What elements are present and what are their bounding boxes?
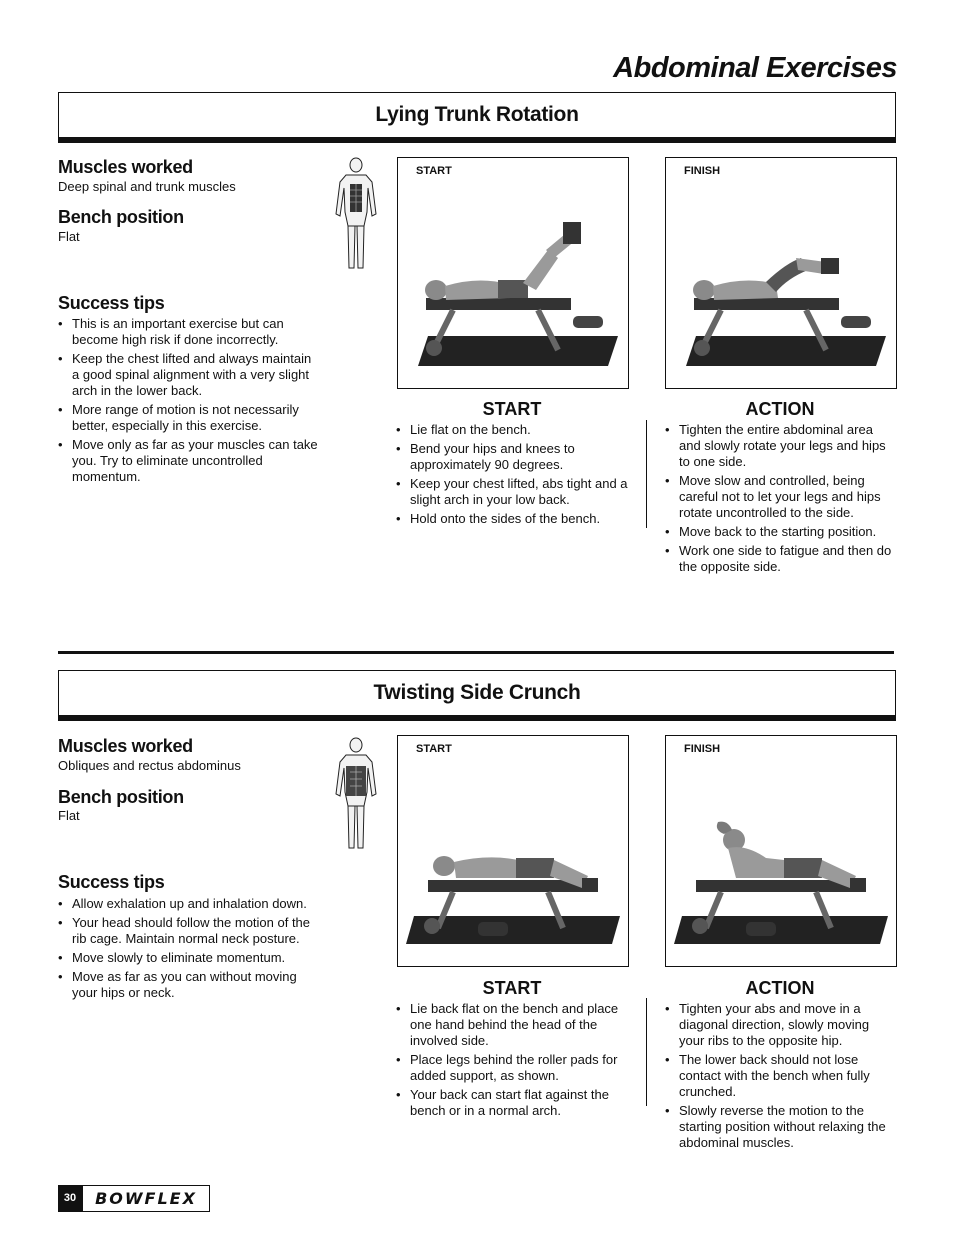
bench-text: Flat xyxy=(58,229,80,244)
step-item: • The lower back should not lose contact with the bench when fully crunched. xyxy=(665,1052,897,1100)
page-number: 30 xyxy=(58,1185,82,1212)
tips-heading: Success tips xyxy=(58,872,165,892)
section-divider xyxy=(58,651,894,654)
tips-list xyxy=(58,316,320,488)
muscles-heading: Muscles worked xyxy=(58,157,193,177)
step-item: • Bend your hips and knees to approximately 90 degrees. xyxy=(396,441,632,473)
step-item: • Tighten your abs and move in a diagonal direction, slowly moving your ribs to the opposite hip. xyxy=(665,1001,897,1049)
action-heading: ACTION xyxy=(745,399,815,419)
brand-logo: BOWFLEX xyxy=(82,1185,210,1212)
step-item: • Move back to the starting position. xyxy=(665,524,897,540)
finish-photo xyxy=(665,735,897,967)
tip-item: • Keep the chest lifted and always maintain a good spinal alignment with a very slight arch in the lower back. xyxy=(58,351,320,399)
step-item: • Lie flat on the bench. xyxy=(396,422,632,438)
muscles-text: Deep spinal and trunk muscles xyxy=(58,179,236,194)
step-item: • Slowly reverse the motion to the starting position without relaxing the abdominal muscles. xyxy=(665,1103,897,1151)
column-divider xyxy=(646,420,647,528)
step-item: • Your back can start flat against the bench or in a normal arch. xyxy=(396,1087,632,1119)
action-heading: ACTION xyxy=(745,978,815,998)
step-item: • Work one side to fatigue and then do the opposite side. xyxy=(665,543,897,575)
start-steps xyxy=(396,1001,632,1122)
step-item: • Keep your chest lifted, abs tight and a slight arch in your low back. xyxy=(396,476,632,508)
tip-item: • Your head should follow the motion of the rib cage. Maintain normal neck posture. xyxy=(58,915,320,947)
page-title: Abdominal Exercises xyxy=(613,52,897,84)
tips-heading: Success tips xyxy=(58,293,165,313)
tip-item: • Move only as far as your muscles can take you. Try to eliminate uncontrolled momentum. xyxy=(58,437,320,485)
tips-list xyxy=(58,896,320,1004)
exercise-title: Lying Trunk Rotation xyxy=(375,103,579,126)
tip-item: • Move slowly to eliminate momentum. xyxy=(58,950,320,966)
anatomy-figure xyxy=(328,156,384,271)
step-item: • Tighten the entire abdominal area and slowly rotate your legs and hips to one side. xyxy=(665,422,897,470)
muscles-heading: Muscles worked xyxy=(58,736,193,756)
muscles-text: Obliques and rectus abdominus xyxy=(58,758,241,773)
photo-label-finish: FINISH xyxy=(684,165,721,177)
tip-item: • Allow exhalation up and inhalation down. xyxy=(58,896,320,912)
finish-photo xyxy=(665,157,897,389)
photo-label-start: START xyxy=(416,743,452,755)
start-photo xyxy=(397,735,629,967)
exercise-banner xyxy=(58,92,896,143)
step-item: • Place legs behind the roller pads for added support, as shown. xyxy=(396,1052,632,1084)
bench-text: Flat xyxy=(58,808,80,823)
exercise-banner xyxy=(58,670,896,721)
photo-label-finish: FINISH xyxy=(684,743,721,755)
exercise-title: Twisting Side Crunch xyxy=(373,681,581,704)
step-item: • Hold onto the sides of the bench. xyxy=(396,511,632,527)
bench-heading: Bench position xyxy=(58,787,184,807)
start-photo xyxy=(397,157,629,389)
step-item: • Move slow and controlled, being careful not to let your legs and hips rotate uncontrolled to the side. xyxy=(665,473,897,521)
photo-label-start: START xyxy=(416,165,452,177)
step-item: • Lie back flat on the bench and place one hand behind the head of the involved side. xyxy=(396,1001,632,1049)
tip-item: • This is an important exercise but can become high risk if done incorrectly. xyxy=(58,316,320,348)
tip-item: • More range of motion is not necessarily better, especially in this exercise. xyxy=(58,402,320,434)
action-steps xyxy=(665,422,897,578)
column-divider xyxy=(646,998,647,1106)
start-heading: START xyxy=(482,399,542,419)
start-steps xyxy=(396,422,632,530)
bench-heading: Bench position xyxy=(58,207,184,227)
start-heading: START xyxy=(482,978,542,998)
anatomy-figure xyxy=(328,736,384,851)
action-steps xyxy=(665,1001,897,1154)
tip-item: • Move as far as you can without moving your hips or neck. xyxy=(58,969,320,1001)
